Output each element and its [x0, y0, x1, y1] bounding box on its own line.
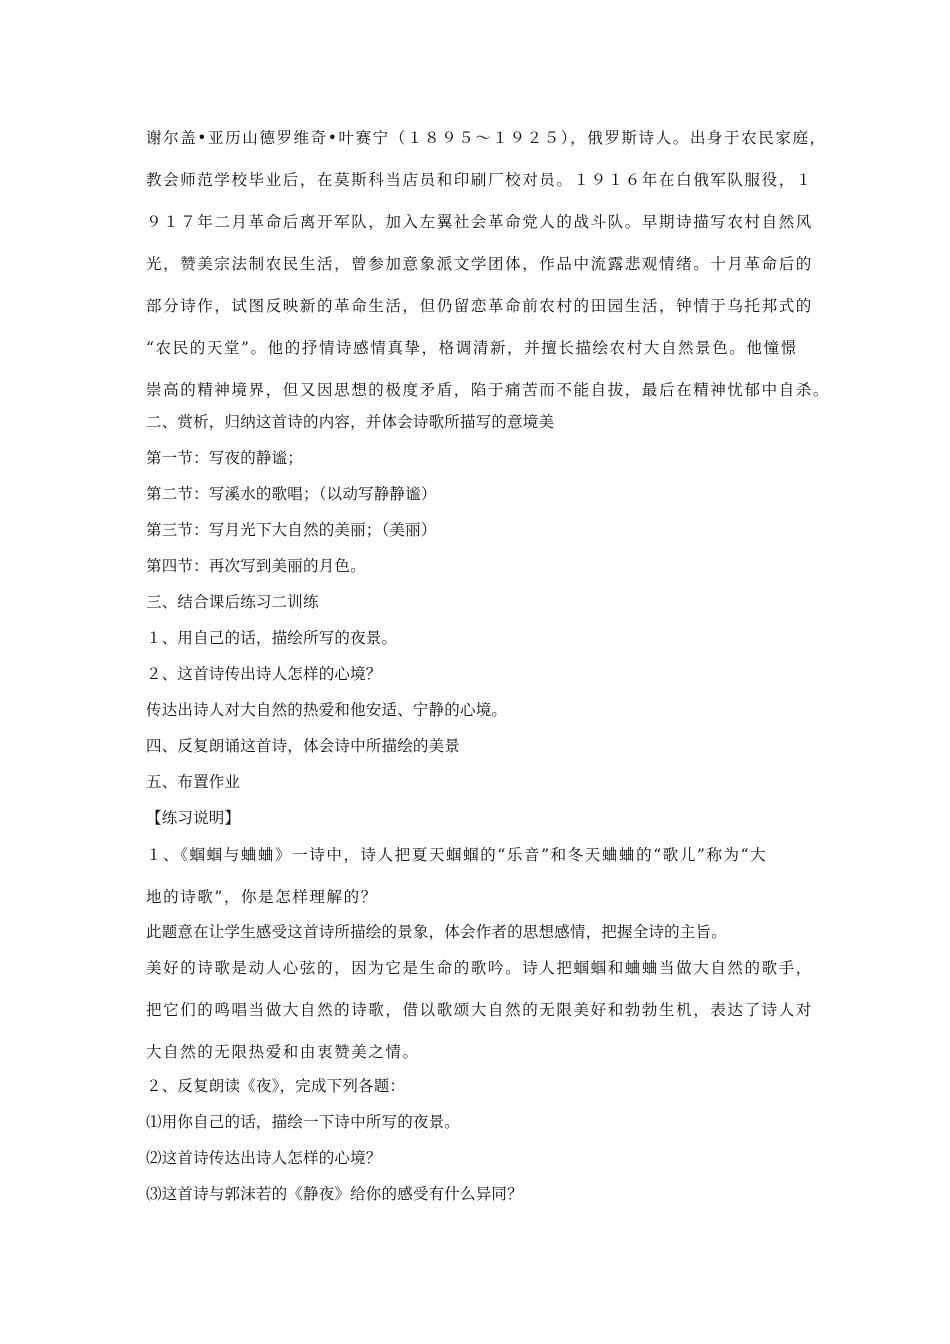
- bio-line-6: “农民的天堂”。他的抒情诗感情真挚，格调清新，并擅长描绘农村大自然景色。他憧憬: [146, 339, 798, 357]
- section2-item-4: 第四节：再次写到美丽的月色。: [146, 557, 366, 575]
- exercise-title: 【练习说明】: [146, 809, 241, 827]
- exercise-q1-line-2: 地的诗歌”，你是怎样理解的？: [146, 888, 378, 906]
- bio-line-4: 光，赞美宗法制农民生活，曾参加意象派文学团体，作品中流露悲观情绪。十月革命后的: [146, 255, 813, 273]
- exercise-q1-line-1: １、《蝈蝈与蛐蛐》一诗中，诗人把夏天蝈蝈的“乐音”和冬天蛐蛐的“歌儿”称为“大: [146, 846, 768, 864]
- bio-line-1: 谢尔盖•亚历山德罗维奇•叶赛宁（１８９５～１９２５），俄罗斯诗人。出身于农民家庭，: [146, 129, 827, 147]
- exercise-q2-item-2: ⑵这首诗传达出诗人怎样的心境？: [146, 1149, 382, 1167]
- section2-item-3: 第三节：写月光下大自然的美丽；（美丽）: [146, 521, 437, 539]
- section5-heading: 五、布置作业: [146, 773, 241, 791]
- bio-line-3: ９１７年二月革命后离开军队，加入左翼社会革命党人的战斗队。早期诗描写农村自然风: [146, 213, 813, 231]
- section2-heading: 二、赏析，归纳这首诗的内容，并体会诗歌所描写的意境美: [146, 413, 555, 431]
- section3-question-2: ２、这首诗传出诗人怎样的心境？: [146, 665, 382, 683]
- bio-line-2: 教会师范学校毕业后，在莫斯科当店员和印刷厂校对员。１９１６年在白俄军队服役，１: [146, 171, 813, 189]
- exercise-q2-item-1: ⑴用你自己的话，描绘一下诗中所写的夜景。: [146, 1113, 461, 1131]
- exercise-q1-note: 此题意在让学生感受这首诗所描绘的景象，体会作者的思想感情，把握全诗的主旨。: [146, 923, 727, 941]
- bio-line-5: 部分诗作，试图反映新的革命生活，但仍留恋革命前农村的田园生活，钟情于乌托邦式的: [146, 297, 813, 315]
- exercise-q2-item-3: ⑶这首诗与郭沫若的《静夜》给你的感受有什么异同？: [146, 1185, 523, 1203]
- bio-line-7: 崇高的精神境界，但又因思想的极度矛盾，陷于痛苦而不能自拔，最后在精神忧郁中自杀。: [146, 381, 831, 399]
- section2-item-2: 第二节：写溪水的歌唱；（以动写静静谧）: [146, 485, 437, 503]
- section2-item-1: 第一节：写夜的静谧；: [146, 449, 304, 467]
- section3-answer-2: 传达出诗人对大自然的热爱和他安适、宁静的心境。: [146, 701, 508, 719]
- exercise-q2: ２、反复朗读《夜》，完成下列各题：: [146, 1077, 406, 1095]
- exercise-q1-answer-line-2: 把它们的鸣唱当做大自然的诗歌，借以歌颂大自然的无限美好和勃勃生机，表达了诗人对: [146, 1001, 813, 1019]
- section4-heading: 四、反复朗诵这首诗，体会诗中所描绘的美景: [146, 737, 461, 755]
- exercise-q1-answer-line-3: 大自然的无限热爱和由衷赞美之情。: [146, 1043, 420, 1061]
- section3-question-1: １、用自己的话，描绘所写的夜景。: [146, 629, 398, 647]
- section3-heading: 三、结合课后练习二训练: [146, 593, 319, 611]
- exercise-q1-answer-line-1: 美好的诗歌是动人心弦的，因为它是生命的歌吟。诗人把蝈蝈和蛐蛐当做大自然的歌手，: [146, 959, 813, 977]
